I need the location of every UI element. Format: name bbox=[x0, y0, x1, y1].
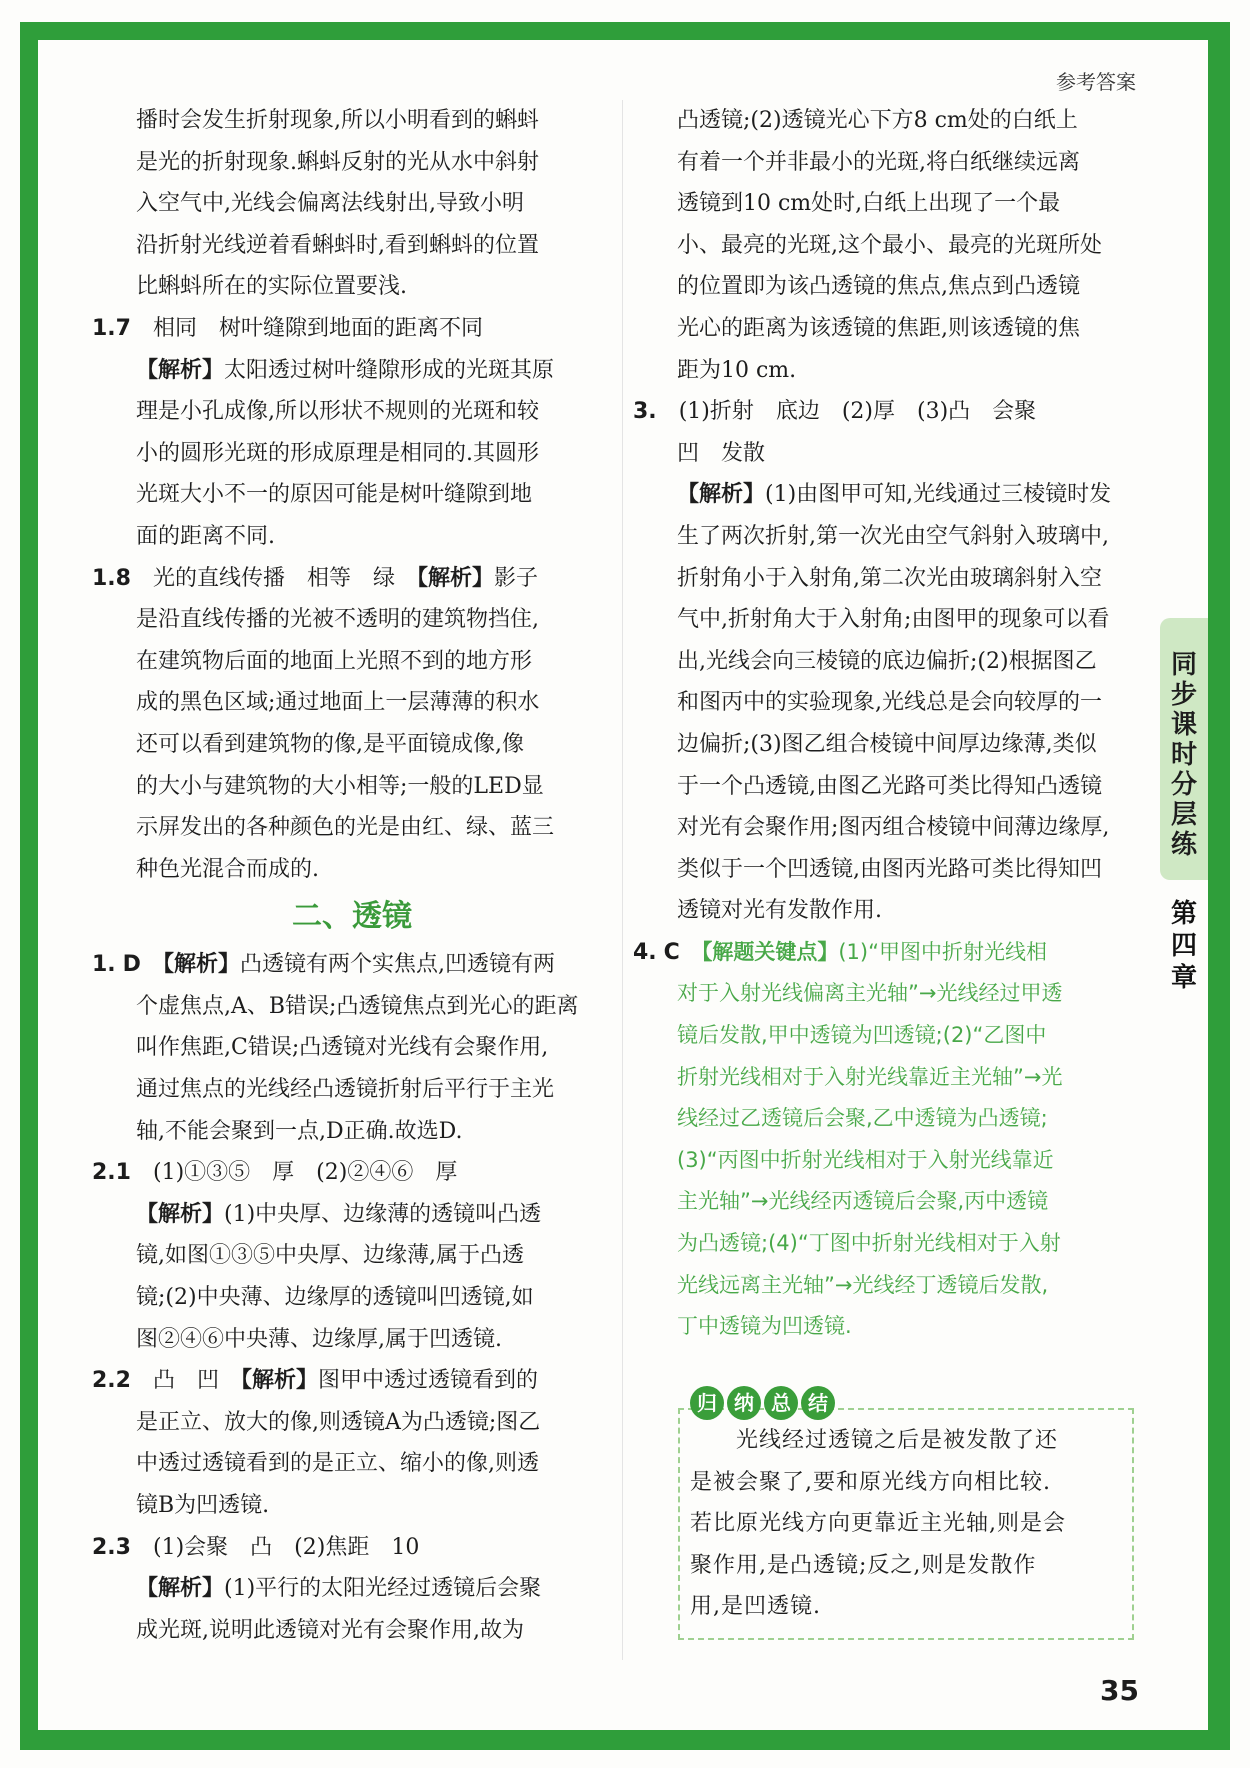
question-number: 2.3 bbox=[92, 1534, 131, 1560]
question-number: 1.7 bbox=[92, 315, 131, 341]
page-frame-left bbox=[20, 22, 38, 1742]
question-number: 2.1 bbox=[92, 1160, 131, 1186]
text-line: 气中,折射角大于入射角;由图甲的现象可以看 bbox=[677, 607, 1110, 633]
page-frame-top bbox=[20, 22, 1230, 40]
analysis-tag: 【解析】 bbox=[677, 482, 766, 508]
summary-line: 聚作用,是凸透镜;反之,则是发散作 bbox=[690, 1552, 1037, 1578]
key-point-line: 折射光线相对于入射光线靠近主光轴”→光 bbox=[677, 1064, 1063, 1089]
text-line: 光心的距离为该透镜的焦距,则该透镜的焦 bbox=[677, 315, 1080, 341]
text-line: 比蝌蚪所在的实际位置要浅. bbox=[136, 274, 407, 300]
answer-1-7: 1.7 相同 树叶缝隙到地面的距离不同 bbox=[92, 308, 612, 350]
text-line: 的位置即为该凸透镜的焦点,焦点到凸透镜 bbox=[677, 274, 1080, 300]
right-column bbox=[633, 100, 1158, 1348]
analysis-tag: 【解析】 bbox=[241, 1368, 319, 1394]
key-point-line: 主光轴”→光线经丙透镜后会聚,丙中透镜 bbox=[677, 1189, 1049, 1214]
text-line: 光斑大小不一的原因可能是树叶缝隙到地 bbox=[136, 482, 533, 508]
text-line: 播时会发生折射现象,所以小明看到的蝌蚪 bbox=[136, 108, 539, 133]
key-point-line: 为凸透镜;(4)“丁图中折射光线相对于入射 bbox=[677, 1231, 1061, 1256]
answer-3: 3. (1)折射 底边 (2)厚 (3)凸 会聚 bbox=[633, 391, 1158, 433]
key-point-line: 镜后发散,甲中透镜为凹透镜;(2)“乙图中 bbox=[677, 1023, 1047, 1048]
summary-line: 若比原光线方向更靠近主光轴,则是会 bbox=[690, 1511, 1066, 1536]
text-line: 在建筑物后面的地面上光照不到的地方形 bbox=[136, 648, 533, 674]
text-line: 种色光混合而成的. bbox=[136, 856, 319, 882]
text-line: 镜,如图①③⑤中央厚、边缘薄,属于凸透 bbox=[136, 1243, 524, 1269]
summary-text bbox=[690, 1420, 1118, 1628]
answer-4: 4. C 【解题关键点】(1)“甲图中折射光线相 bbox=[633, 932, 1158, 974]
analysis-tag: 【解析】 bbox=[136, 1576, 225, 1602]
answer-2-3: 2.3 (1)会聚 凸 (2)焦距 10 bbox=[92, 1527, 612, 1569]
text-line: 面的距离不同. bbox=[136, 523, 275, 549]
summary-line: 用,是凹透镜. bbox=[690, 1594, 821, 1619]
page-number: 35 bbox=[1100, 1674, 1139, 1707]
text-line: 小、最亮的光斑,这个最小、最亮的光斑所处 bbox=[677, 232, 1102, 258]
analysis-tag: 【解析】 bbox=[136, 357, 225, 383]
left-column bbox=[92, 100, 612, 1651]
summary-line: 是被会聚了,要和原光线方向相比较. bbox=[690, 1469, 1051, 1495]
section-title: 二、透镜 bbox=[292, 899, 412, 935]
text-line: 成光斑,说明此透镜对光有会聚作用,故为 bbox=[136, 1617, 524, 1643]
key-point-line: (3)“丙图中折射光线相对于入射光线靠近 bbox=[677, 1147, 1054, 1172]
answer-2-2: 2.2 凸 凹 【解析】图甲中透过透镜看到的 bbox=[92, 1360, 612, 1402]
text-line: 理是小孔成像,所以形状不规则的光斑和较 bbox=[136, 399, 539, 425]
analysis-tag: 【解析】 bbox=[136, 1201, 225, 1227]
text-line: 凹 发散 bbox=[677, 440, 766, 466]
text-line: 距为10 cm. bbox=[677, 357, 797, 383]
page-frame-bottom bbox=[20, 1730, 1230, 1750]
text-line: 透镜对光有发散作用. bbox=[677, 898, 882, 924]
text-line: 叫作焦距,C错误;凸透镜对光线有会聚作用, bbox=[136, 1035, 549, 1061]
text-line: 和图丙中的实验现象,光线总是会向较厚的一 bbox=[677, 690, 1102, 716]
text-line: 边偏折;(3)图乙组合棱镜中间厚边缘薄,类似 bbox=[677, 731, 1097, 757]
answer-2-1: 2.1 (1)①③⑤ 厚 (2)②④⑥ 厚 bbox=[92, 1152, 612, 1194]
text-line: 是沿直线传播的光被不透明的建筑物挡住, bbox=[136, 607, 539, 633]
text-line: 是光的折射现象.蝌蚪反射的光从水中斜射 bbox=[136, 149, 539, 175]
text-line: 是正立、放大的像,则透镜A为凸透镜;图乙 bbox=[136, 1409, 541, 1435]
column-divider bbox=[622, 100, 623, 1660]
summary-badge: 归 纳 总 结 bbox=[690, 1386, 835, 1420]
analysis-line: 【解析】太阳透过树叶缝隙形成的光斑其原 bbox=[136, 357, 555, 383]
text-line: 凸透镜;(2)透镜光心下方8 cm处的白纸上 bbox=[677, 108, 1078, 133]
question-number: 4. bbox=[633, 939, 657, 965]
question-number: 1. bbox=[92, 952, 116, 978]
text-line: 有着一个并非最小的光斑,将白纸继续远离 bbox=[677, 149, 1080, 175]
text-line: 生了两次折射,第一次光由空气斜射入玻璃中, bbox=[677, 523, 1109, 549]
question-number: 1.8 bbox=[92, 565, 131, 591]
text-line: 小的圆形光斑的形成原理是相同的.其圆形 bbox=[136, 440, 539, 466]
text-line: 的大小与建筑物的大小相等;一般的LED显 bbox=[136, 773, 544, 799]
answer-1: 1. D 【解析】凸透镜有两个实焦点,凹透镜有两 bbox=[92, 944, 612, 986]
analysis-line: 【解析】(1)中央厚、边缘薄的透镜叫凸透 bbox=[136, 1201, 542, 1227]
text-line: 出,光线会向三棱镜的底边偏折;(2)根据图乙 bbox=[677, 648, 1097, 674]
key-point-line: 线经过乙透镜后会聚,乙中透镜为凸透镜; bbox=[677, 1106, 1048, 1131]
text-line: 示屏发出的各种颜色的光是由红、绿、蓝三 bbox=[136, 815, 555, 841]
page-frame-right bbox=[1208, 22, 1230, 1750]
header-label: 参考答案 bbox=[1056, 70, 1136, 94]
text-line: 类似于一个凹透镜,由图丙光路可类比得知凹 bbox=[677, 856, 1102, 882]
text-line: 成的黑色区域;通过地面上一层薄薄的积水 bbox=[136, 690, 540, 716]
side-tab-label: 同 步 课 时 分 层 练 bbox=[1170, 650, 1197, 860]
analysis-line: 【解析】(1)由图甲可知,光线通过三棱镜时发 bbox=[677, 482, 1112, 508]
text-line: 入空气中,光线会偏离法线射出,导致小明 bbox=[136, 191, 524, 217]
text-line: 透镜到10 cm处时,白纸上出现了一个最 bbox=[677, 191, 1061, 217]
key-point-line: 光线远离主光轴”→光线经丁透镜后发散, bbox=[677, 1272, 1049, 1297]
text-line: 轴,不能会聚到一点,D正确.故选D. bbox=[136, 1118, 463, 1144]
text-line: 图②④⑥中央薄、边缘厚,属于凹透镜. bbox=[136, 1326, 502, 1352]
question-number: 3. bbox=[633, 399, 657, 425]
text-line: 沿折射光线逆着看蝌蚪时,看到蝌蚪的位置 bbox=[136, 232, 539, 258]
text-line: 中透过透镜看到的是正立、缩小的像,则透 bbox=[136, 1451, 539, 1477]
key-point-line: 对于入射光线偏离主光轴”→光线经过甲透 bbox=[677, 981, 1063, 1006]
analysis-tag: 【解析】 bbox=[417, 565, 495, 591]
text-line: 镜;(2)中央薄、边缘厚的透镜叫凹透镜,如 bbox=[136, 1285, 534, 1311]
key-point-tag: 【解题关键点】 bbox=[701, 939, 839, 964]
text-line: 对光有会聚作用;图丙组合棱镜中间薄边缘厚, bbox=[677, 815, 1110, 841]
text-line: 个虚焦点,A、B错误;凸透镜焦点到光心的距离 bbox=[136, 993, 579, 1019]
analysis-tag: 【解析】 bbox=[162, 952, 240, 978]
text-line: 镜B为凹透镜. bbox=[136, 1493, 270, 1518]
text-line: 于一个凸透镜,由图乙光路可类比得知凸透镜 bbox=[677, 773, 1102, 799]
chapter-tab-label: 第 四 章 bbox=[1170, 899, 1197, 993]
answer-1-8: 1.8 光的直线传播 相等 绿 【解析】影子 bbox=[92, 558, 612, 600]
question-number: 2.2 bbox=[92, 1368, 131, 1394]
key-point-line: 丁中透镜为凹透镜. bbox=[677, 1314, 852, 1339]
text-line: 折射角小于入射角,第二次光由玻璃斜射入空 bbox=[677, 565, 1102, 591]
text-line: 还可以看到建筑物的像,是平面镜成像,像 bbox=[136, 731, 524, 757]
analysis-line: 【解析】(1)平行的太阳光经过透镜后会聚 bbox=[136, 1576, 542, 1602]
text-line: 通过焦点的光线经凸透镜折射后平行于主光 bbox=[136, 1077, 555, 1103]
summary-line: 光线经过透镜之后是被发散了还 bbox=[690, 1428, 1059, 1453]
